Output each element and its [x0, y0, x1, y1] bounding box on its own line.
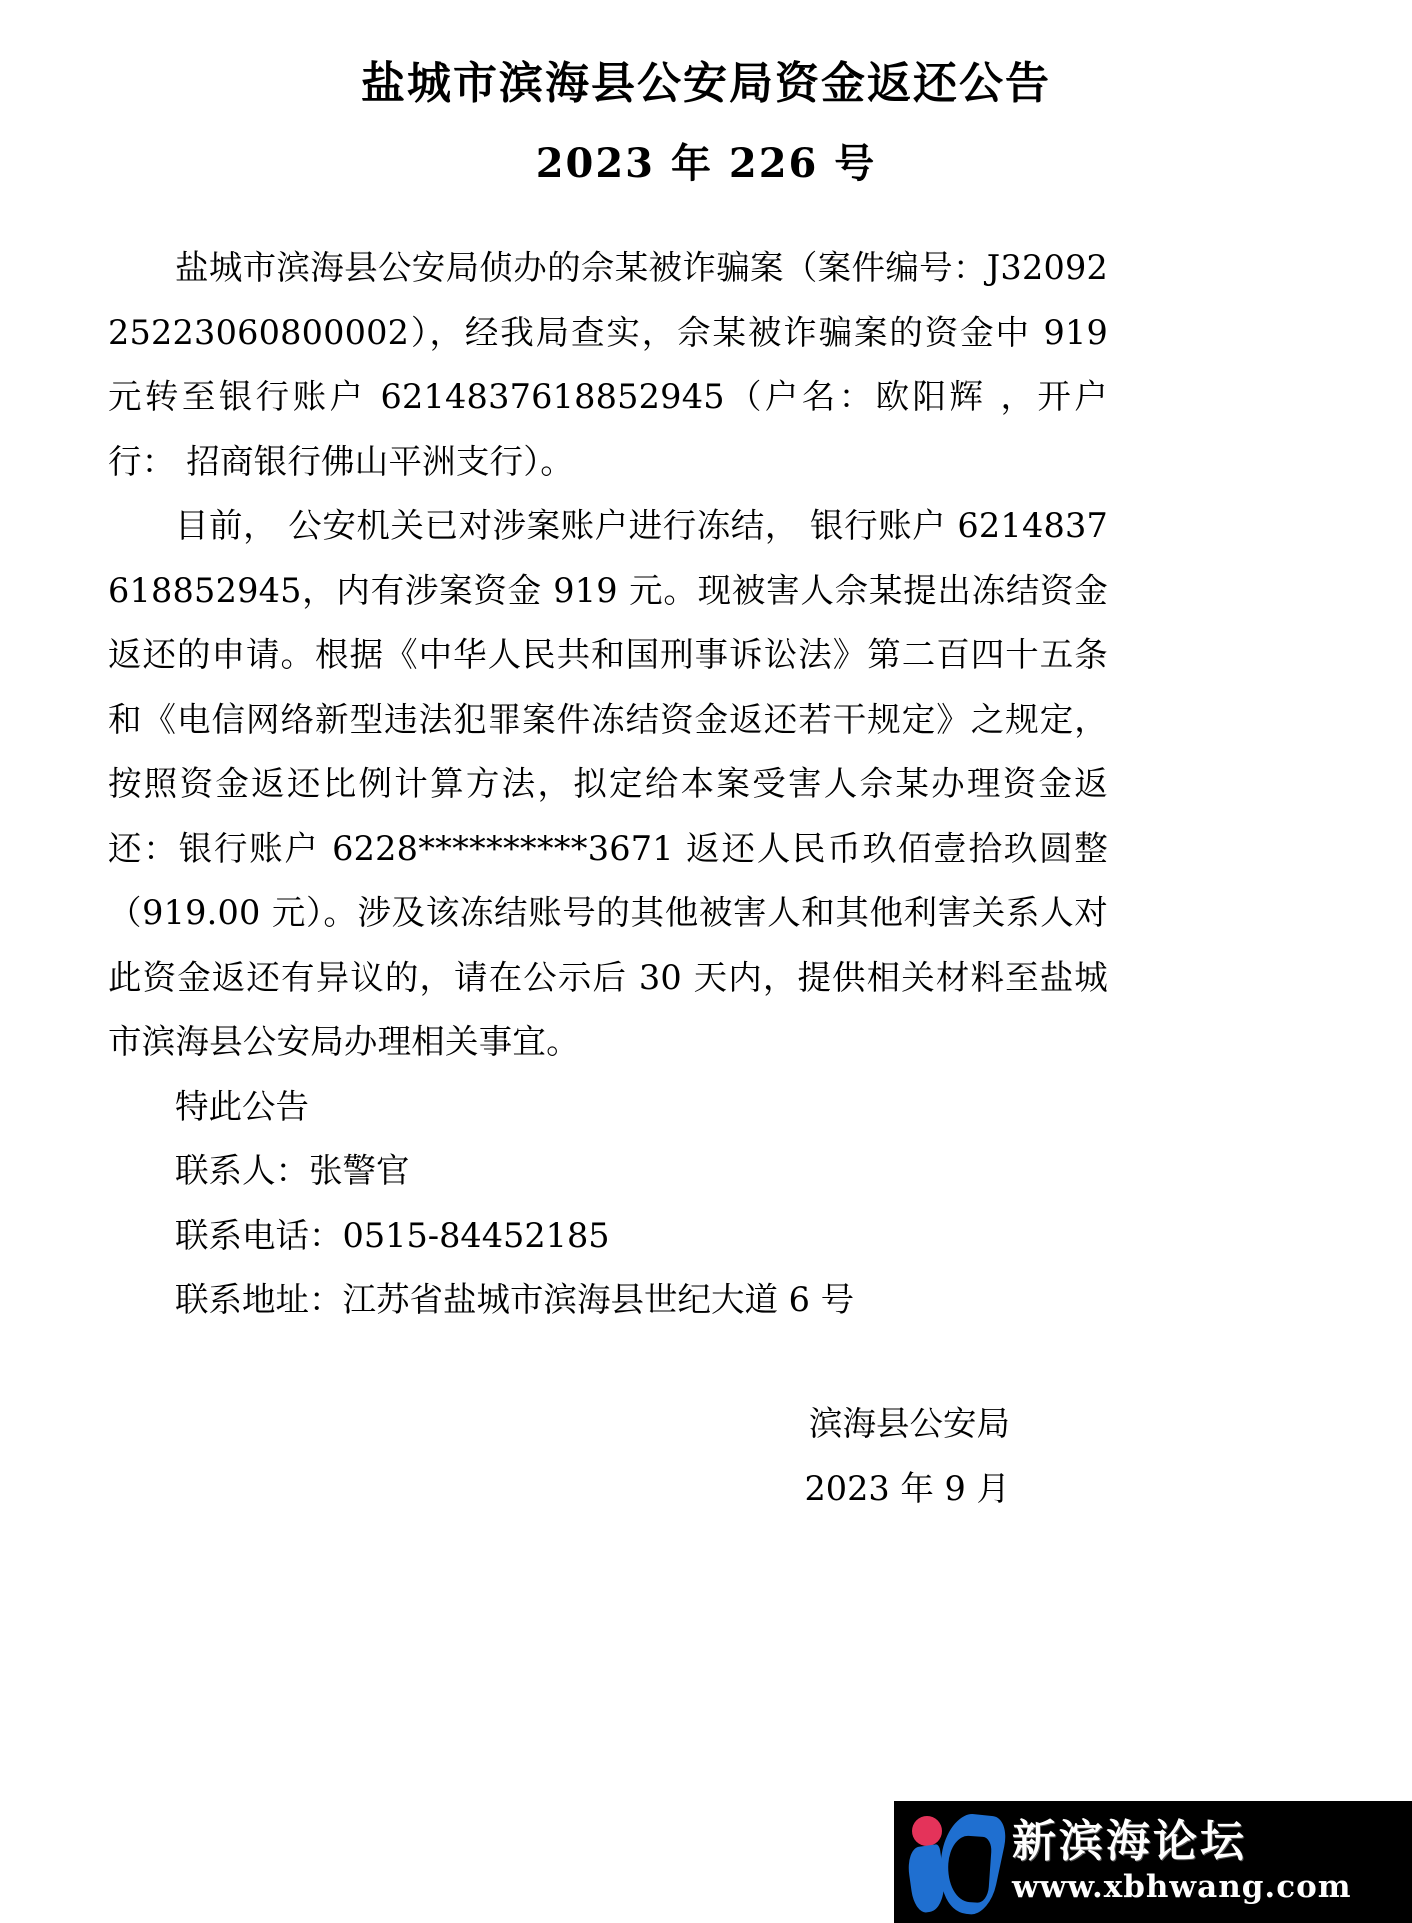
watermark-url: www.xbhwang.com — [1012, 1869, 1352, 1905]
issue-date: 2023 年 9 月 — [804, 1468, 1010, 1508]
issuing-authority: 滨海县公安局 — [809, 1404, 1010, 1443]
contact-address: 联系地址：江苏省盐城市滨海县世纪大道 6 号 — [175, 1280, 855, 1319]
watermark-logo — [894, 1801, 1412, 1923]
contact-person: 联系人：张警官 — [175, 1151, 410, 1190]
title-block — [0, 42, 1412, 202]
page-title: 盐城市滨海县公安局资金返还公告 — [361, 58, 1051, 109]
watermark-brand: 新滨海论坛 — [1012, 1816, 1247, 1867]
closing-statement: 特此公告 — [175, 1086, 309, 1126]
forum-logo-icon — [900, 1806, 1008, 1918]
document-body — [108, 236, 1108, 1333]
paragraph-case-details: 盐城市滨海县公安局侦办的佘某被诈骗案（案件编号：J3209225223060800002），经我局查实，佘某被诈骗案的资金中 919 元转至银行账户 6214837618852945（户名：欧阳辉 ，开户行： 招商银行佛山平洲支行）。 — [108, 248, 1108, 481]
paragraph-return-decision: 目前， 公安机关已对涉案账户进行冻结， 银行账户 6214837618852945，内有涉案资金 919 元。现被害人佘某提出冻结资金返还的申请。根据《中华人民共和国刑事诉讼法》第二百四十五条和《电信网络新型违法犯罪案件冻结资金返还若干规定》之规定，按照资金返还比例计算方法，拟定给本案受害人佘某办理资金返还：银行账户 6228**********3671 返还人民币玖佰壹拾玖圆整（919.00 元）。涉及该冻结账号的其他被害人和其他利害关系人对此资金返还有异议的，请在公示后 30 天内，提供相关材料至盐城市滨海县公安局办理相关事宜。 — [108, 506, 1108, 1061]
logo-dot-icon — [912, 1816, 942, 1846]
contact-phone: 联系电话：0515-84452185 — [175, 1215, 610, 1255]
signature-block — [108, 1392, 1108, 1521]
document-number: 2023 年 226 号 — [535, 140, 877, 187]
